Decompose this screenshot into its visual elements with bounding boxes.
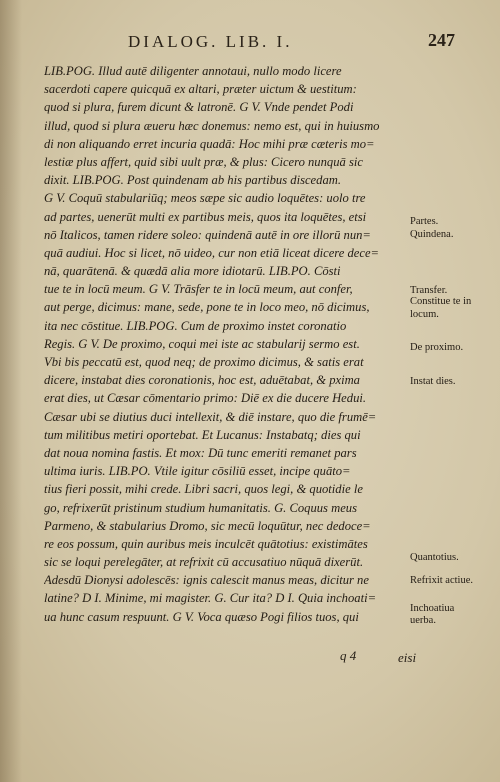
margin-note: uerba. xyxy=(410,615,436,626)
text-line: ita nec cōstitue. LIB.POG. Cum de proximo instet coronatio xyxy=(44,318,347,333)
text-line: di non aliquando erret incuria quadā: Hoc mihi præ cæteris mo= xyxy=(44,136,375,151)
text-line: dicere, instabat dies coronationis, hoc est, aduētabat, & pxima xyxy=(44,373,360,388)
text-line: Vbi bis peccatū est, quod neq; de proximo dicimus, & satis erat xyxy=(44,355,364,369)
text-line: tius fieri possit, mihi crede. Libri sacri, quos legi, & quotidie le xyxy=(44,482,363,497)
text-line: ua hunc casum respuunt. G V. Voca quæso Pogi filios tuos, qui xyxy=(44,609,359,624)
text-line: ultima iuris. LIB.PO. Vtile igitur cōsiliū esset, incipe quāto= xyxy=(44,464,351,479)
page-header xyxy=(0,32,500,56)
margin-note: Quindena. xyxy=(410,229,454,240)
text-line: G V. Coquū stabulariūq; meos sæpe sic audio loquētes: uolo tre xyxy=(44,191,366,206)
text-line: latine? D I. Minime, mi magister. G. Cur ita? D I. Quia inchoati= xyxy=(44,591,377,606)
margin-note: Constitue te in xyxy=(410,296,472,307)
text-line: quā audiui. Hoc si licet, nō uideo, cur non etiā liceat dicere dece= xyxy=(44,245,380,260)
text-line: illud, quod si plura æueru hæc donemus: nemo est, qui in huiusmo xyxy=(44,118,380,133)
text-line: nō Italicos, tamen ridere soleo: quindenā autē in ore illorū nun= xyxy=(44,227,371,242)
text-line: tum militibus metiri oportebat. Et Lucanus: Instabatq; dies qui xyxy=(44,427,361,442)
margin-note: Instat dies. xyxy=(410,376,456,387)
text-line: re eos possum, quin auribus meis inculcēt quātotius: existimātes xyxy=(44,536,368,551)
text-line: tue te in locū meum. G V. Trāsfer te in locū meum, aut confer, xyxy=(44,282,353,297)
text-line: Parmeno, & stabularius Dromo, sic mecū loquūtur, nec dedoce= xyxy=(44,518,371,533)
text-line: quod si plura, furem dicunt & latronē. G V. Vnde pendet Podi xyxy=(44,100,354,115)
catchword: eisi xyxy=(398,650,417,665)
text-line: Adesdū Dionysi adolescēs: ignis calescit manus meas, dicitur ne xyxy=(44,573,369,588)
text-line: lestiæ plus affert, quid sibi uult præ, & plus: Cicero nunquā sic xyxy=(44,154,363,169)
page-footer xyxy=(0,648,500,668)
margin-note: Partes. xyxy=(410,216,439,227)
margin-note: Inchoatiua xyxy=(410,603,455,614)
text-line: LIB.POG. Illud autē diligenter annotaui, nullo modo licere xyxy=(44,64,342,78)
margin-note: locum. xyxy=(410,309,439,320)
text-line: ad partes, uenerūt multi ex partibus meis, quos ita loquētes, etsi xyxy=(44,209,367,224)
margin-note: Refrixit actiue. xyxy=(410,575,473,586)
text-line: Regis. G V. De proximo, coqui mei iste ac stabularij sermo est. xyxy=(44,336,360,351)
text-line: go, refrixerūt pristinum studium humanitatis. G. Coquus meus xyxy=(44,500,357,515)
body-text xyxy=(44,62,406,626)
text-line: Cæsar ubi se diutius duci intellexit, & diē instare, quo die frumē= xyxy=(44,409,377,424)
signature-mark: q 4 xyxy=(340,648,357,663)
text-line: dat noua nomina fastis. Et mox: Dū tunc emeriti remanet pars xyxy=(44,445,357,460)
margin-note: De proximo. xyxy=(410,342,464,353)
text-line: sic se loqui perelegāter, at refrixit cū accusatiuo nūquā dixerūt. xyxy=(44,555,364,570)
text-line: sacerdoti capere quicquā ex altari, præter uictum & uestitum: xyxy=(44,82,357,97)
text-line: dixit. LIB.POG. Post quindenam ab his partibus discedam. xyxy=(44,173,341,188)
margin-note: Quantotius. xyxy=(410,552,459,563)
page-number: 247 xyxy=(428,30,455,50)
text-line: nā, quarātenā. & quædā alia more idiotarū. LIB.PO. Cōsti xyxy=(44,264,341,279)
text-line: aut perge, dicimus: mane, sede, pone te in loco meo, nō dicimus, xyxy=(44,300,370,315)
text-line: erat dies, ut Cæsar cōmentario primo: Diē ex die ducere Hedui. xyxy=(44,391,367,406)
margin-note: Transfer. xyxy=(410,285,448,296)
running-head: DIALOG. LIB. I. xyxy=(128,32,293,51)
